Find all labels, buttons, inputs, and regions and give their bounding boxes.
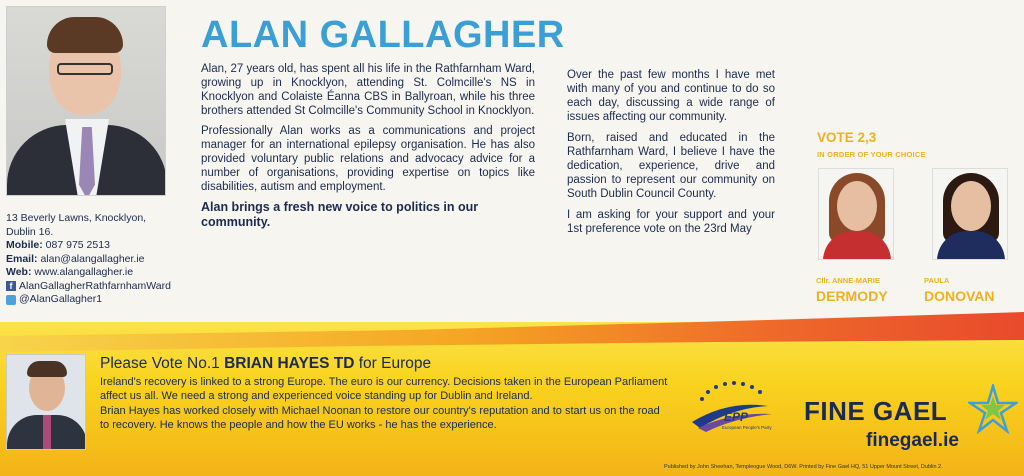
running-mate-photo-2 bbox=[932, 168, 1008, 260]
europe-candidate-photo bbox=[6, 354, 86, 450]
web-address[interactable]: www.alangallagher.ie bbox=[34, 266, 134, 278]
address-line-2: Dublin 16. bbox=[6, 225, 54, 238]
bio-paragraph: Professionally Alan works as a communications and project manager for an international epilepsy organisation. He has also provided voluntary public relations and advocacy advice for a number of organisations, providing expertise on topics like disabilities, autism and employment. bbox=[201, 125, 535, 193]
bio-paragraph: Born, raised and educated in the Rathfarnham Ward, I believe I have the dedication, experience, drive and passion to represent our community on South Dublin Council County. bbox=[567, 132, 775, 200]
running-mate-label-2: PAULA bbox=[924, 276, 950, 285]
candidate-name: ALAN GALLAGHER bbox=[201, 14, 565, 56]
bio-tagline: Alan brings a fresh new voice to politics in our community. bbox=[201, 200, 479, 229]
candidate-photo bbox=[6, 6, 166, 196]
bio-paragraph: Alan, 27 years old, has spent all his life in the Rathfarnham Ward, growing up in Knocklyon, attending St. Colmcille's NS in Knocklyon and Colaiste Éanna CBS in Ballyroan, while his three brothers attended St Colmcille's Community School in Knocklyon. bbox=[201, 63, 535, 117]
bio-column-2 bbox=[567, 68, 775, 243]
running-mate-label-1: Cllr. ANNE-MARIE bbox=[816, 276, 880, 285]
fine-gael-star-icon bbox=[968, 384, 1018, 434]
email-label: Email: bbox=[6, 252, 38, 265]
vote-subtitle: IN ORDER OF YOUR CHOICE bbox=[817, 150, 926, 159]
europe-paragraph: Ireland's recovery is linked to a strong Europe. The euro is our currency. Decisions taken in the European Parliament affect us all. We need a strong and experienced voice standing up for Dublin and Ireland. bbox=[100, 376, 668, 402]
mobile-label: Mobile: bbox=[6, 239, 43, 251]
europe-heading bbox=[100, 355, 431, 373]
bio-paragraph: I am asking for your support and your 1st preference vote on the 23rd May bbox=[567, 209, 775, 235]
europe-heading-prefix: Please Vote No.1 bbox=[100, 355, 220, 372]
running-mate-surname-1: DERMODY bbox=[816, 288, 888, 304]
facebook-icon: f bbox=[6, 281, 16, 291]
europe-text bbox=[100, 376, 670, 434]
epp-label: EPP bbox=[724, 410, 749, 424]
bio-column-1 bbox=[201, 62, 535, 236]
running-mate-surname-2: DONOVAN bbox=[924, 288, 995, 304]
twitter-icon bbox=[6, 295, 16, 305]
mobile-number: 087 975 2513 bbox=[45, 239, 110, 251]
email-address[interactable]: alan@alangallagher.ie bbox=[40, 252, 145, 265]
imprint-text: Published by John Sheehan, Templeogue Wood, D6W. Printed by Fine Gael HQ, 51 Upper Mount Street, Dublin 2. bbox=[664, 464, 943, 470]
address-line-1: 13 Beverly Lawns, Knocklyon, bbox=[6, 212, 147, 224]
europe-heading-name: BRIAN HAYES TD bbox=[224, 355, 355, 372]
web-label: Web: bbox=[6, 266, 32, 278]
party-url[interactable]: finegael.ie bbox=[866, 430, 959, 451]
europe-paragraph: Brian Hayes has worked closely with Michael Noonan to restore our country's reputation and to start us on the road to recovery. He knows the people and how the EU works - he has the experience. bbox=[100, 405, 660, 431]
twitter-handle[interactable]: @AlanGallagher1 bbox=[19, 293, 103, 305]
bio-paragraph: Over the past few months I have met with many of you and continue to do so each day, discussing a wide range of issues affecting our community. bbox=[567, 69, 775, 123]
europe-heading-suffix: for Europe bbox=[358, 355, 432, 372]
contact-details bbox=[6, 212, 196, 307]
running-mate-photo-1 bbox=[818, 168, 894, 260]
vote-title: VOTE 2,3 bbox=[817, 130, 877, 145]
epp-subtitle: European People's Party bbox=[722, 425, 772, 430]
facebook-handle[interactable]: AlanGallagherRathfarnhamWard bbox=[19, 279, 171, 292]
party-name: FINE GAEL bbox=[804, 396, 948, 426]
